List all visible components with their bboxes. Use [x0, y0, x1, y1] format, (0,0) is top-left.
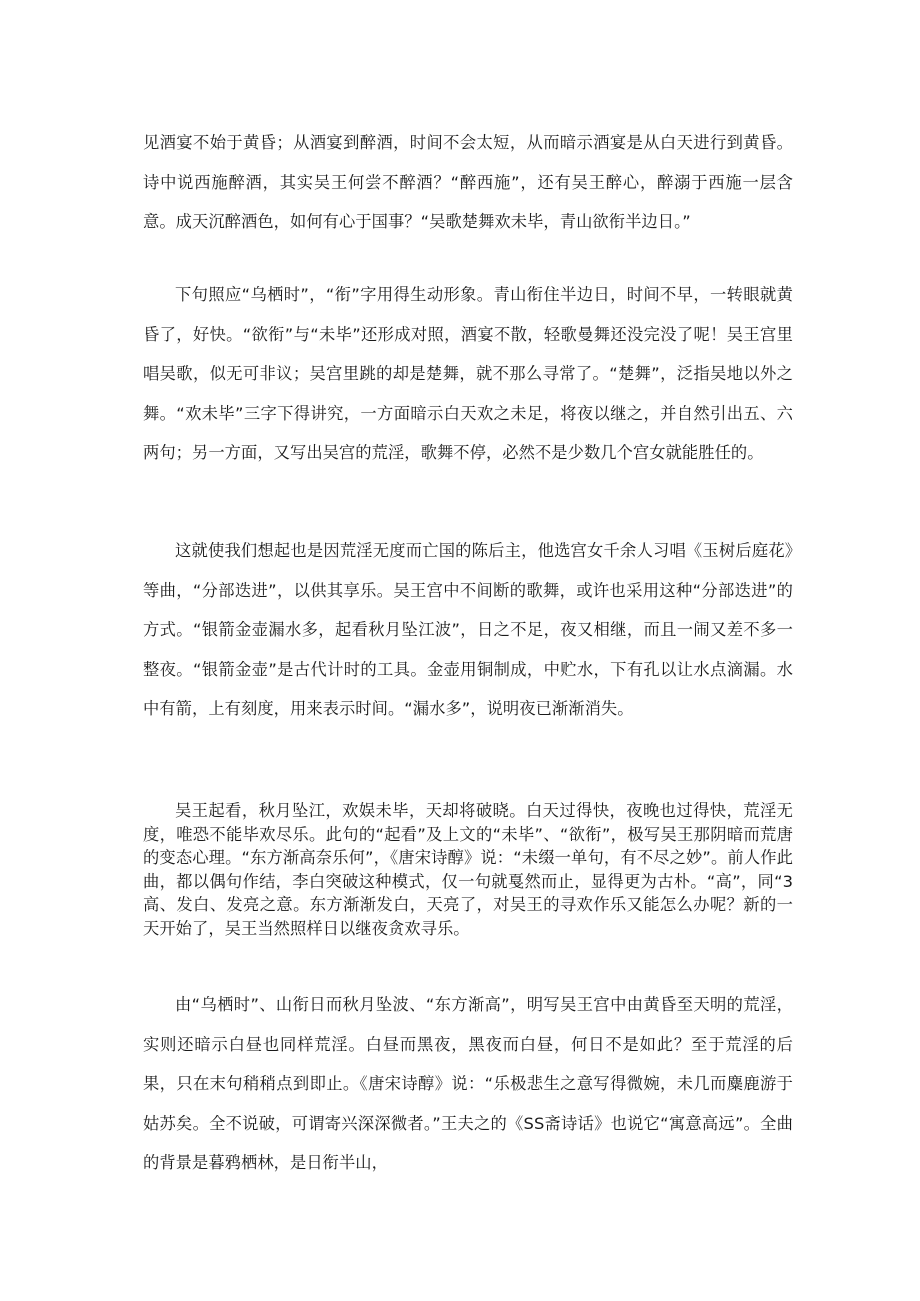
paragraph-xiaju-zhaoying: 下句照应“乌栖时”，“衔”字用得生动形象。青山衔住半边日，时间不早，一转眼就黄昏了，好快。“欲衔”与“未毕”还形成对照，酒宴不散，轻歌曼舞还没完没了呢！吴王宫里唱吴歌，似无可非议；吴宫里跳的却是楚舞，就不那么寻常了。“楚舞”，泛指吴地以外之舞。“欢未毕”三字下得讲究，一方面暗示白天欢之未足，将夜以继之，并自然引出五、六两句；另一方面，又写出吴宫的荒淫，歌舞不停，必然不是少数几个宫女就能胜任的。 [143, 285, 793, 462]
paragraph-wuwang-qikan: 吴王起看，秋月坠江，欢娱未毕，天却将破晓。白天过得快，夜晚也过得快，荒淫无度，唯恐不能毕欢尽乐。此句的“起看”及上文的“未毕”、“欲衔”，极写吴王那阴暗而荒唐的变态心理。“东方渐高奈乐何”，《唐宋诗醇》说：“未缀一单句，有不尽之妙”。前人作此曲，都以偶句作结，李白突破这种模式，仅一句就戛然而止，显得更为古朴。“高”，同“3高、发白、发亮之意。东方渐渐发白，天亮了，对吴王的寻欢作乐又能怎么办呢？新的一天开始了，吴王当然照样日以继夜贪欢寻乐。 [143, 801, 793, 938]
paragraph-continuation: 见酒宴不始于黄昏；从酒宴到醉酒，时间不会太短，从而暗示酒宴是从白天进行到黄昏。诗中说西施醉酒，其实吴王何尝不醉酒？“醉西施”，还有吴王醉心，醉溺于西施一层含意。成天沉醉酒色，如何有心于国事？“吴歌楚舞欢未毕，青山欲衔半边日。” [143, 133, 793, 231]
paragraph-chen-houzhu: 这就使我们想起也是因荒淫无度而亡国的陈后主，他选宫女千余人习唱《玉树后庭花》等曲，“分部迭进”，以供其享乐。吴王宫中不间断的歌舞，或许也采用这种“分部迭进”的方式。“银箭金壶漏水多，起看秋月坠江波”，日之不足，夜又相继，而且一闹又差不多一整夜。“银箭金壶”是古代计时的工具。金壶用铜制成，中贮水，下有孔以让水点滴漏。水中有箭，上有刻度，用来表示时间。“漏水多”，说明夜已渐渐消失。 [143, 541, 793, 718]
paragraph-you-wuqishi: 由“乌栖时”、山衔日而秋月坠波、“东方渐高”，明写吴王宫中由黄昏至天明的荒淫，实则还暗示白昼也同样荒淫。白昼而黑夜，黑夜而白昼，何日不是如此？至于荒淫的后果，只在末句稍稍点到即止。《唐宋诗醇》说：“乐极悲生之意写得微婉，未几而麋鹿游于姑苏矣。全不说破，可谓寄兴深深微者。”王夫之的《SS斋诗话》也说它“寓意高远”。全曲的背景是暮鸦栖林，是日衔半山， [143, 995, 793, 1172]
